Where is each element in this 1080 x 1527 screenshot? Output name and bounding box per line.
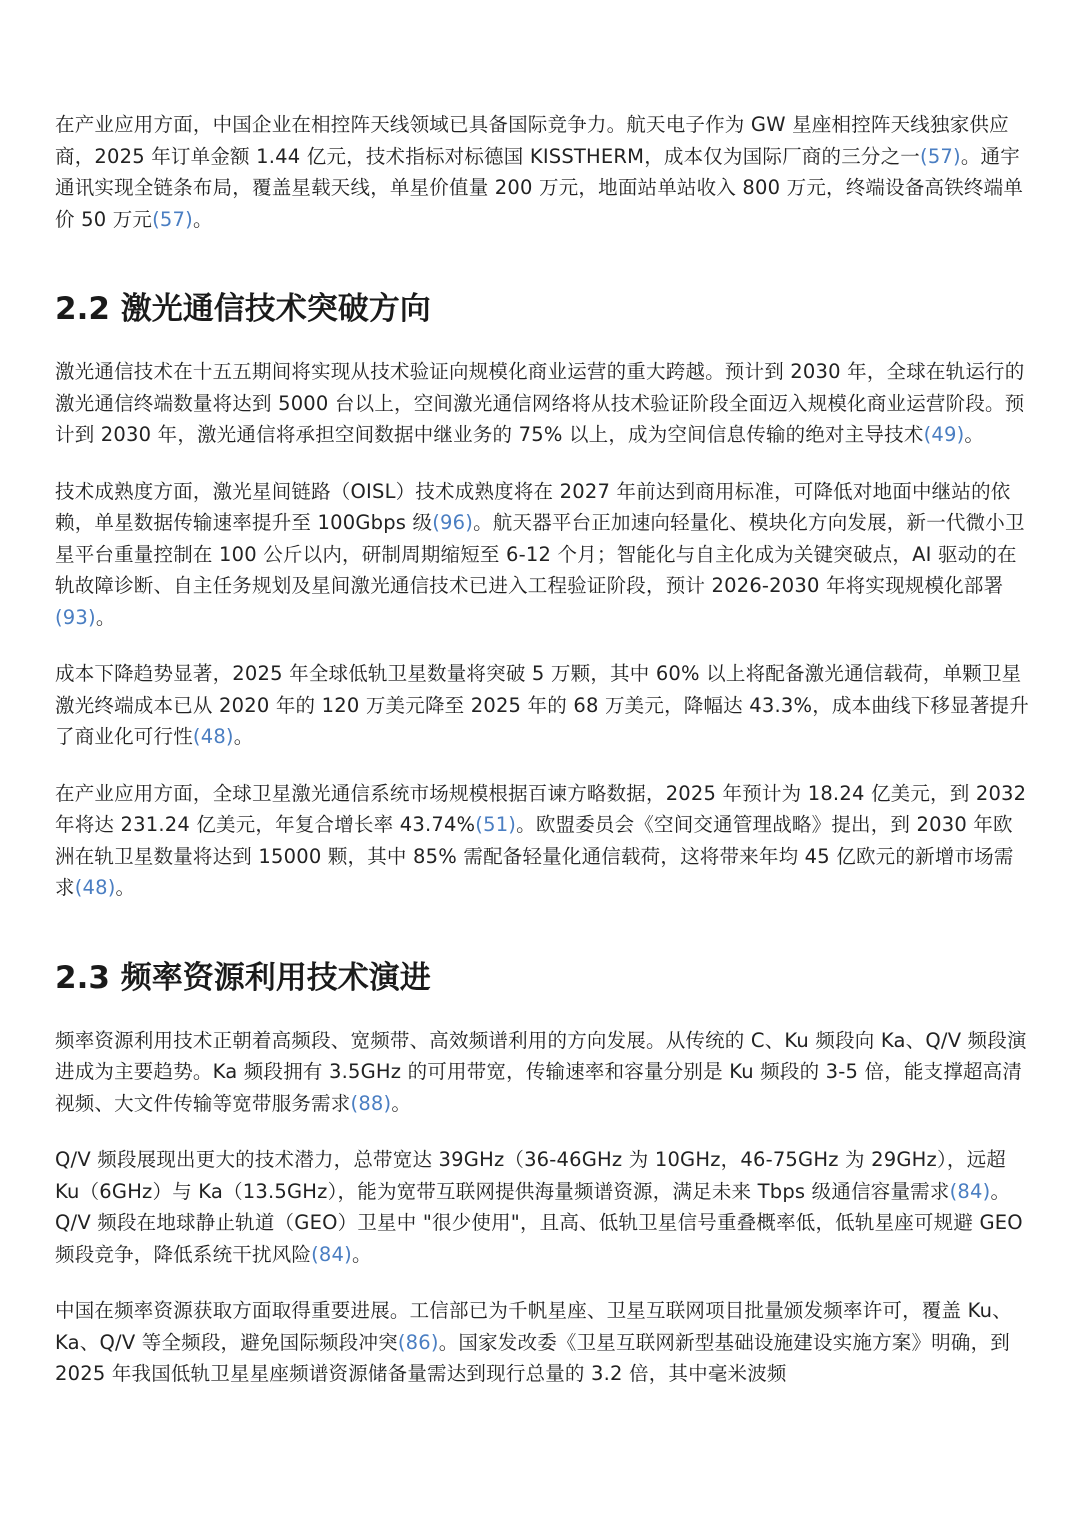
text-run: 。国家发改委《卫星互联网新型基础设施建设实施方案》明确，到 2025 年我国低轨卫星星座频谱资源储备量需达到现行总量的 3.2 倍，其中毫米波频 bbox=[55, 1330, 1011, 1385]
text-run: 中国在频率资源获取方面取得重要进展。工信部已为千帆星座、卫星互联网项目批量颁发频率许可，覆盖 Ku、Ka、Q/V 等全频段，避免国际频段冲突 bbox=[55, 1299, 1012, 1354]
section-heading: 2.2 激光通信技术突破方向 bbox=[55, 291, 431, 327]
paragraph bbox=[55, 658, 1030, 753]
text-run: 激光通信技术在十五五期间将实现从技术验证向规模化商业运营的重大跨越。预计到 2030 年，全球在轨运行的激光通信终端数量将达到 5000 台以上，空间激光通信网络将从技术验证阶段全面迈入规模化商业运营阶段。预计到 2030 年，激光通信将承担空间数据中继业务的 75% 以上，成为空间信息传输的绝对主导技术 bbox=[55, 360, 1025, 446]
text-run: 频率资源利用技术正朝着高频段、宽频带、高效频谱利用的方向发展。从传统的 C、Ku 频段向 Ka、Q/V 频段演进成为主要趋势。Ka 频段拥有 3.5GHz 的可用带宽，传输速率和容量分别是 Ku 频段的 3-5 倍，能支撑超高清视频、大文件传输等宽带服务需求 bbox=[55, 1028, 1027, 1115]
citation-link[interactable]: (49) bbox=[923, 423, 965, 446]
text-run: 。通宇通讯实现全链条布局，覆盖星载天线，单星价值量 200 万元，地面站单站收入 800 万元，终端设备高铁终端单价 50 万元 bbox=[55, 144, 1024, 231]
paragraph bbox=[55, 1144, 1030, 1270]
text-run: 。 bbox=[964, 423, 985, 446]
citation-link[interactable]: (48) bbox=[74, 876, 116, 899]
text-run: 。航天器平台正加速向轻量化、模块化方向发展，新一代微小卫星平台重量控制在 100 公斤以内，研制周期缩短至 6-12 个月；智能化与自主化成为关键突破点，AI 驱动的在轨故障诊断、自主任务规划及星间激光通信技术已进入工程验证阶段，预计 2026-2030 年将实现规模化部署 bbox=[55, 511, 1025, 597]
text-run: 。 bbox=[351, 1242, 372, 1266]
paragraph bbox=[55, 1025, 1030, 1120]
citation-link[interactable]: (48) bbox=[192, 725, 234, 748]
text-run: 。欧盟委员会《空间交通管理战略》提出，到 2030 年欧洲在轨卫星数量将达到 15000 颗，其中 85% 需配备轻量化通信载荷，这将带来年均 45 亿欧元的新增市场需求 bbox=[55, 813, 1014, 899]
paragraph bbox=[55, 356, 1030, 451]
paragraph bbox=[55, 476, 1030, 634]
document-page bbox=[55, 109, 1030, 1390]
text-run: 。 bbox=[391, 1091, 412, 1115]
citation-link[interactable]: (88) bbox=[350, 1091, 392, 1115]
text-run: 成本下降趋势显著，2025 年全球低轨卫星数量将突破 5 万颗，其中 60% 以上将配备激光通信载荷，单颗卫星激光终端成本已从 2020 年的 120 万美元降至 2025 年的 68 万美元，降幅达 43.3%，成本曲线下移显著提升了商业化可行性 bbox=[55, 662, 1029, 748]
text-run: 在产业应用方面，中国企业在相控阵天线领域已具备国际竞争力。航天电子作为 GW 星座相控阵天线独家供应商，2025 年订单金额 1.44 亿元，技术指标对标德国 KISSTHERM，成本仅为国际厂商的三分之一 bbox=[55, 113, 1009, 168]
citation-link[interactable]: (84) bbox=[311, 1242, 352, 1266]
citation-link[interactable]: (57) bbox=[920, 144, 961, 168]
citation-link[interactable]: (57) bbox=[152, 207, 193, 231]
paragraph bbox=[55, 109, 1030, 235]
citation-link[interactable]: (51) bbox=[475, 813, 517, 836]
text-run: 。 bbox=[95, 605, 116, 629]
text-run: 。Q/V 频段在地球静止轨道（GEO）卫星中 "很少使用"，且高、低轨卫星信号重叠概率低，低轨星座可规避 GEO 频段竞争，降低系统干扰风险 bbox=[55, 1179, 1023, 1266]
text-run: 。 bbox=[233, 725, 254, 748]
section-heading: 2.3 频率资源利用技术演进 bbox=[55, 959, 431, 996]
paragraph bbox=[55, 778, 1030, 904]
text-run: 。 bbox=[115, 876, 136, 899]
citation-link[interactable]: (96) bbox=[432, 511, 474, 534]
text-run: Q/V 频段展现出更大的技术潜力，总带宽达 39GHz（36-46GHz 为 10GHz，46-75GHz 为 29GHz），远超 Ku（6GHz）与 Ka（13.5GHz），能为宽带互联网提供海量频谱资源，满足未来 Tbps 级通信容量需求 bbox=[55, 1148, 1007, 1203]
citation-link[interactable]: (84) bbox=[949, 1179, 991, 1203]
text-run: 在产业应用方面，全球卫星激光通信系统市场规模根据百谏方略数据，2025 年预计为 18.24 亿美元，到 2032 年将达 231.24 亿美元，年复合增长率 43.74% bbox=[55, 781, 1027, 836]
paragraph bbox=[55, 1295, 1030, 1390]
citation-link[interactable]: (93) bbox=[55, 605, 96, 629]
citation-link[interactable]: (86) bbox=[397, 1330, 439, 1354]
text-run: 。 bbox=[192, 207, 213, 231]
text-run: 技术成熟度方面，激光星间链路（OISL）技术成熟度将在 2027 年前达到商用标准，可降低对地面中继站的依赖，单星数据传输速率提升至 100Gbps 级 bbox=[55, 479, 1011, 534]
